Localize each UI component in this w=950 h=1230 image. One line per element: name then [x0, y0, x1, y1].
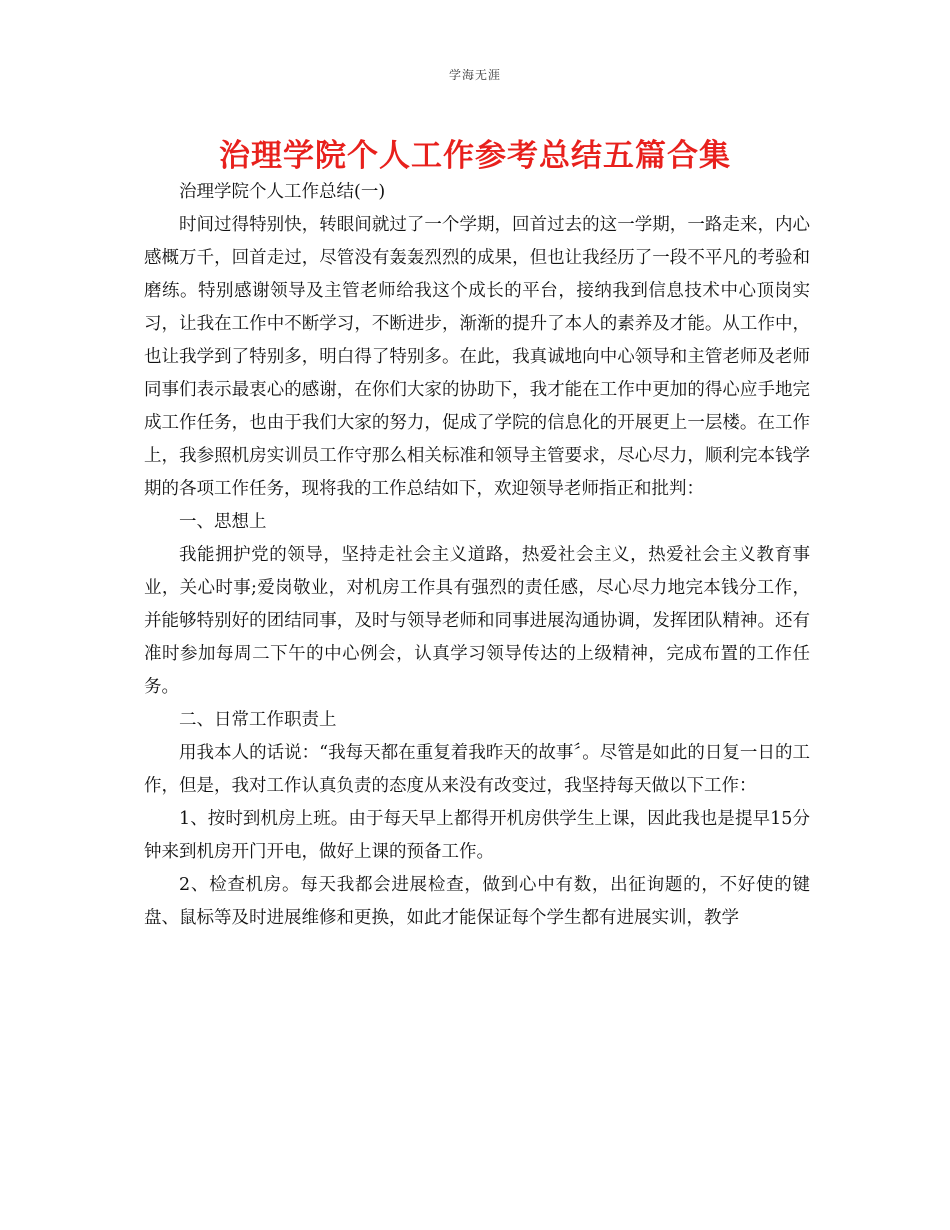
paragraph: 我能拥护党的领导，坚持走社会主义道路，热爱社会主义，热爱社会主义教育事业，关心时事;爱岗敬业，对机房工作具有强烈的责任感，尽心尽力地完本钱分工作，并能够特别好的团结同事，及时与领导老师和同事进展沟通协调，发挥团队精神。还有准时参加每周二下午的中心例会，认真学习领导传达的上级精神，完成布置的工作任务。	[144, 545, 810, 697]
document-body	[144, 176, 810, 935]
list-item: 1、按时到机房上班。由于每天早上都得开机房供学生上课，因此我也是提早15分钟来到机房开门开电，做好上课的预备工作。	[144, 809, 810, 862]
document-title: 治理学院个人工作参考总结五篇合集	[219, 138, 731, 174]
paragraph: 时间过得特别快，转眼间就过了一个学期，回首过去的这一学期，一路走来，内心感概万千，回首走过，尽管没有轰轰烈烈的成果，但也让我经历了一段不平凡的考验和磨练。特别感谢领导及主管老师给我这个成长的平台，接纳我到信息技术中心顶岗实习，让我在工作中不断学习，不断进步，渐渐的提升了本人的素养及才能。从工作中，也让我学到了特别多，明白得了特别多。在此，我真诚地向中心领导和主管老师及老师同事们表示最衷心的感谢，在你们大家的协助下，我才能在工作中更加的得心应手地完成工作任务，也由于我们大家的努力，促成了学院的信息化的开展更上一层楼。在工作上，我参照机房实训员工作守那么相关标准和领导主管要求，尽心尽力，顺利完本钱学期的各项工作任务，现将我的工作总结如下，欢迎领导老师指正和批判：	[144, 215, 810, 499]
section-heading: 一、思想上	[179, 512, 267, 532]
page-header: 学海无涯	[448, 68, 501, 82]
paragraph: 用我本人的话说：“我每天都在重复着我昨天的故事〞。尽管是如此的日复一日的工作，但是，我对工作认真负责的态度从来没有改变过，我坚持每天做以下工作：	[144, 743, 810, 796]
list-item: 2、检查机房。每天我都会进展检查，做到心中有数，出征询题的，不好使的键盘、鼠标等及时进展维修和更换，如此才能保证每个学生都有进展实训，教学	[144, 875, 810, 928]
section-heading: 二、日常工作职责上	[179, 710, 337, 730]
section-heading: 治理学院个人工作总结(一)	[179, 182, 386, 202]
